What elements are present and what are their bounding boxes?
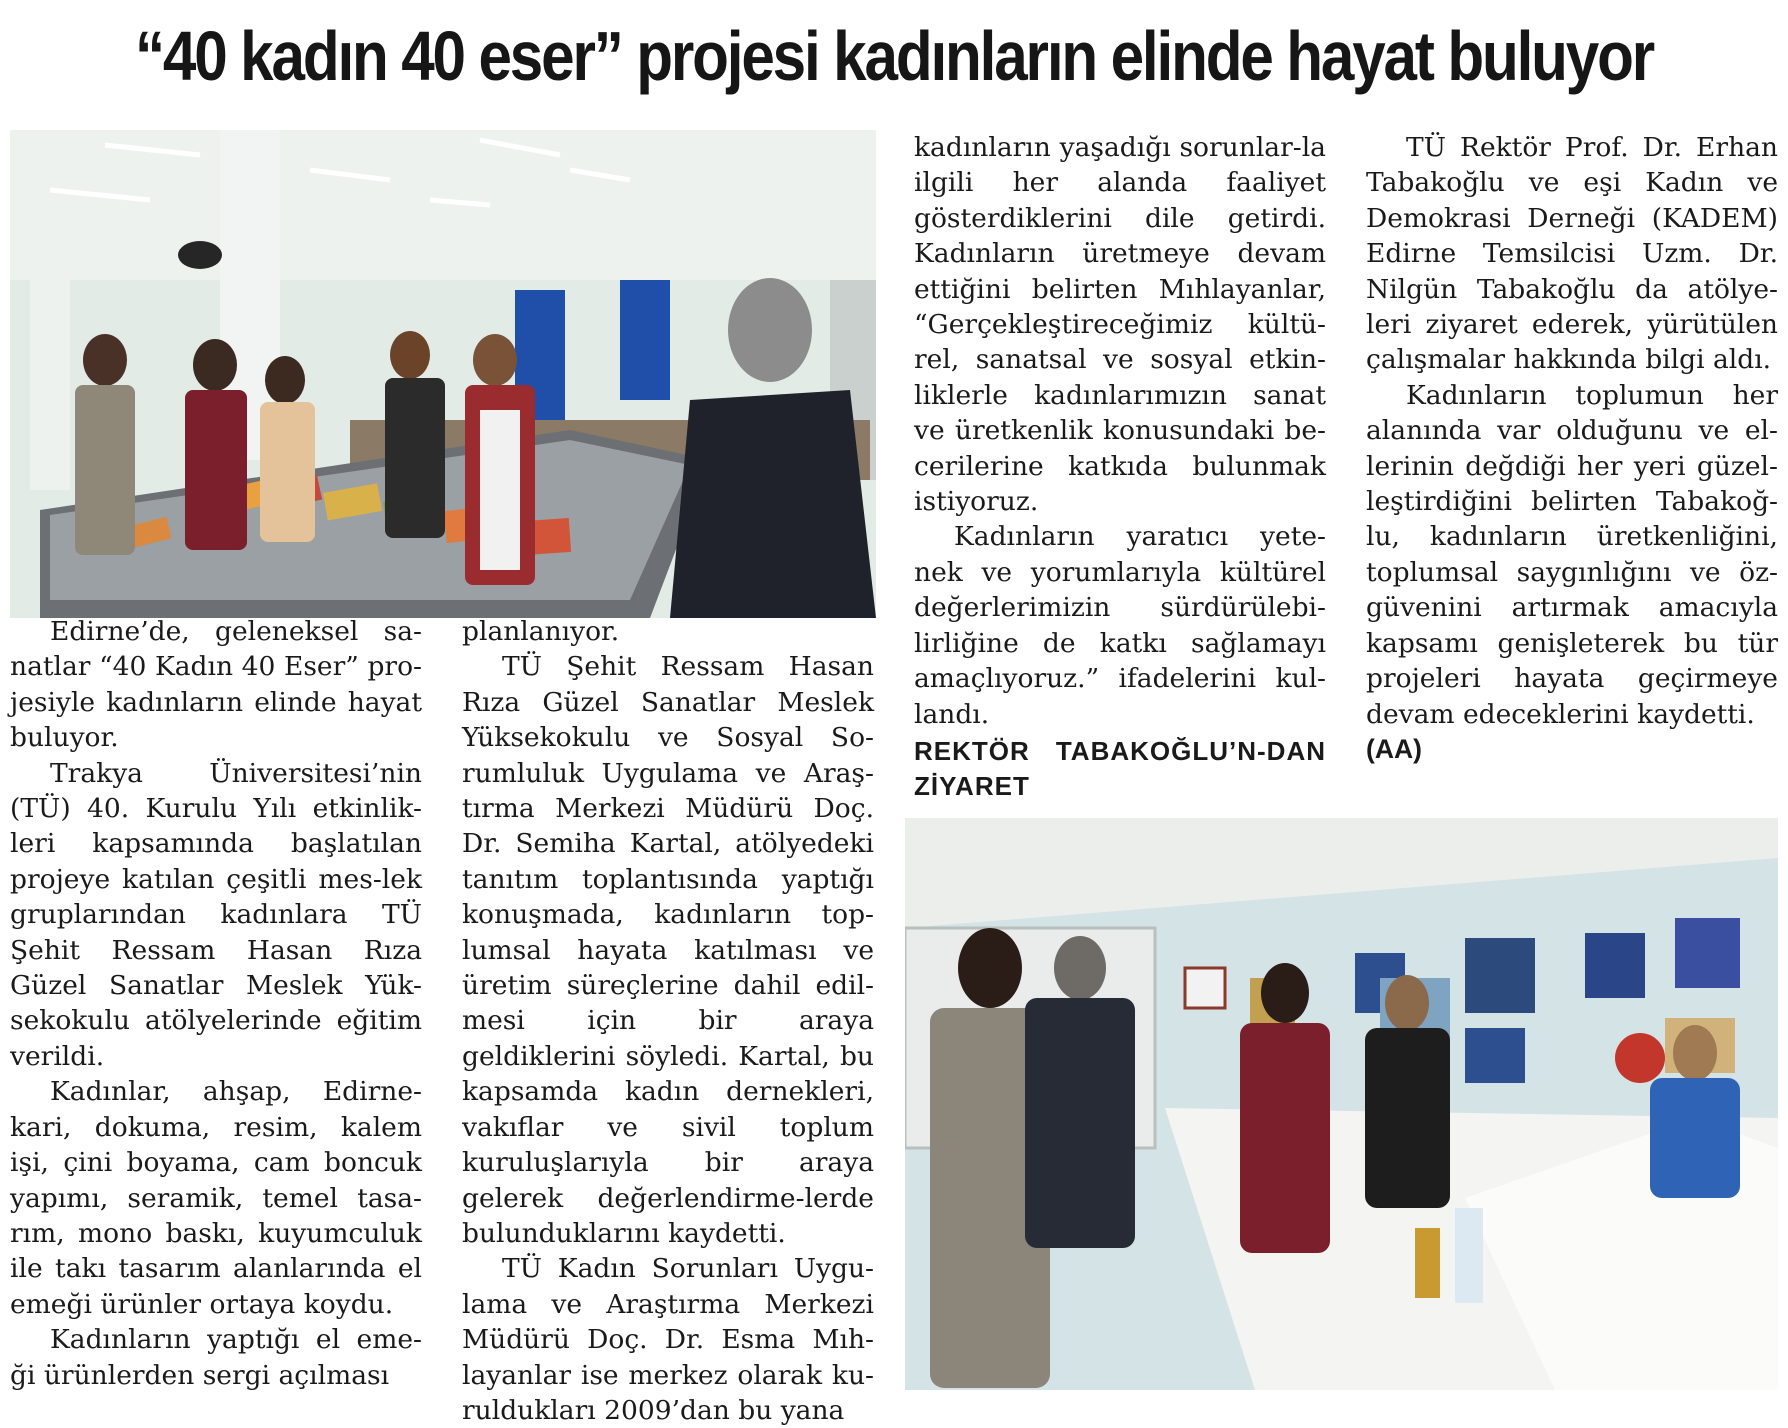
paragraph: Kadınların yaptığı el eme-ği ürünlerden sergi açılması bbox=[10, 1324, 422, 1391]
section-subhead: REKTÖR TABAKOĞLU’N-DAN ZİYARET bbox=[914, 735, 1326, 802]
workshop-photo-illustration bbox=[10, 130, 876, 618]
paragraph: planlanıyor. bbox=[462, 616, 620, 647]
article-column-3 bbox=[914, 130, 1326, 805]
article-column-4 bbox=[1366, 130, 1778, 767]
news-agency-credit: (AA) bbox=[1366, 733, 1422, 764]
article-column-1 bbox=[10, 614, 422, 1393]
photo-rector-visit bbox=[905, 818, 1778, 1390]
paragraph: Kadınlar, ahşap, Edirne-kari, dokuma, resim, kalem işi, çini boyama, cam boncuk yapımı, seramik, temel tasa-rım, mono baskı, kuyumculuk ile takı tasarım alanlarında el emeği ürünler ortaya koydu. bbox=[10, 1076, 422, 1320]
rector-visit-photo-illustration bbox=[905, 818, 1778, 1390]
headline: “40 kadın 40 eser” projesi kadınların elinde hayat buluyor bbox=[134, 17, 1654, 95]
paragraph: Trakya Üniversitesi’nin (TÜ) 40. Kurulu Yılı etkinlik-leri kapsamında başlatılan projeye katılan çeşitli mes-lek gruplarından kadınlara TÜ Şehit Ressam Hasan Rıza Güzel Sanatlar Meslek Yük-sekokulu atölyelerinde eğitim verildi. bbox=[10, 757, 422, 1072]
paragraph: TÜ Kadın Sorunları Uygu-lama ve Araştırma Merkezi Müdürü Doç. Dr. Esma Mıh-layanlar ise merkez olarak ku-ruldukları 2009’dan bu yana bbox=[462, 1253, 874, 1426]
paragraph: TÜ Rektör Prof. Dr. Erhan Tabakoğlu ve eşi Kadın ve Demokrasi Derneği (KADEM) Edirne Temsilcisi Uzm. Dr. Nilgün Tabakoğlu da atölye-leri ziyaret ederek, yürütülen çalışmalar hakkında bilgi aldı. bbox=[1366, 132, 1778, 376]
paragraph: Edirne’de, geleneksel sa-natlar “40 Kadın 40 Eser” pro-jesiyle kadınların elinde hayat buluyor. bbox=[10, 616, 422, 754]
paragraph: kadınların yaşadığı sorunlar-la ilgili her alanda faaliyet gösterdiklerini dile getirdi. Kadınların üretmeye devam ettiğini belirten Mıhlayanlar, “Gerçekleştireceğimiz kültü-rel, sanatsal ve sosyal etkin-liklerle kadınlarımızın sanat ve üretkenlik konusundaki be-cerilerine katkıda bulunmak istiyoruz. bbox=[914, 132, 1326, 518]
paragraph: Kadınların toplumun her alanında var olduğunu ve el-lerinin değdiği her yeri güzel-leştirdiğini belirten Tabakoğ-lu, kadınların üretkenliğini, toplumsal saygınlığını ve öz-güvenini artırmak amacıyla kapsamı genişleterek bu tür projeleri hayata geçirmeye devam edeceklerini kaydetti. bbox=[1366, 379, 1778, 730]
paragraph: TÜ Şehit Ressam Hasan Rıza Güzel Sanatlar Meslek Yüksekokulu ve Sosyal So-rumluluk Uygulama ve Araş-tırma Merkezi Müdürü Doç. Dr. Semiha Kartal, atölyedeki tanıtım toplantısında yaptığı konuşmada, kadınların top-lumsal hayata katılması ve üretim süreçlerine dahil edil-mesi için bir araya geldiklerini söyledi. Kartal, bu kapsamda kadın dernekleri, vakıflar ve sivil toplum kuruluşlarıyla bir araya gelerek değerlendirme-lerde bulunduklarını kaydetti. bbox=[462, 651, 874, 1249]
article-column-2 bbox=[462, 614, 874, 1428]
photo-workshop-visit bbox=[10, 130, 876, 618]
paragraph: Kadınların yaratıcı yete-nek ve yorumlarıyla kültürel değerlerimizin sürdürülebi-lirliğine de katkı sağlamayı amaçlıyoruz.” ifadelerini kul-landı. bbox=[914, 521, 1326, 730]
